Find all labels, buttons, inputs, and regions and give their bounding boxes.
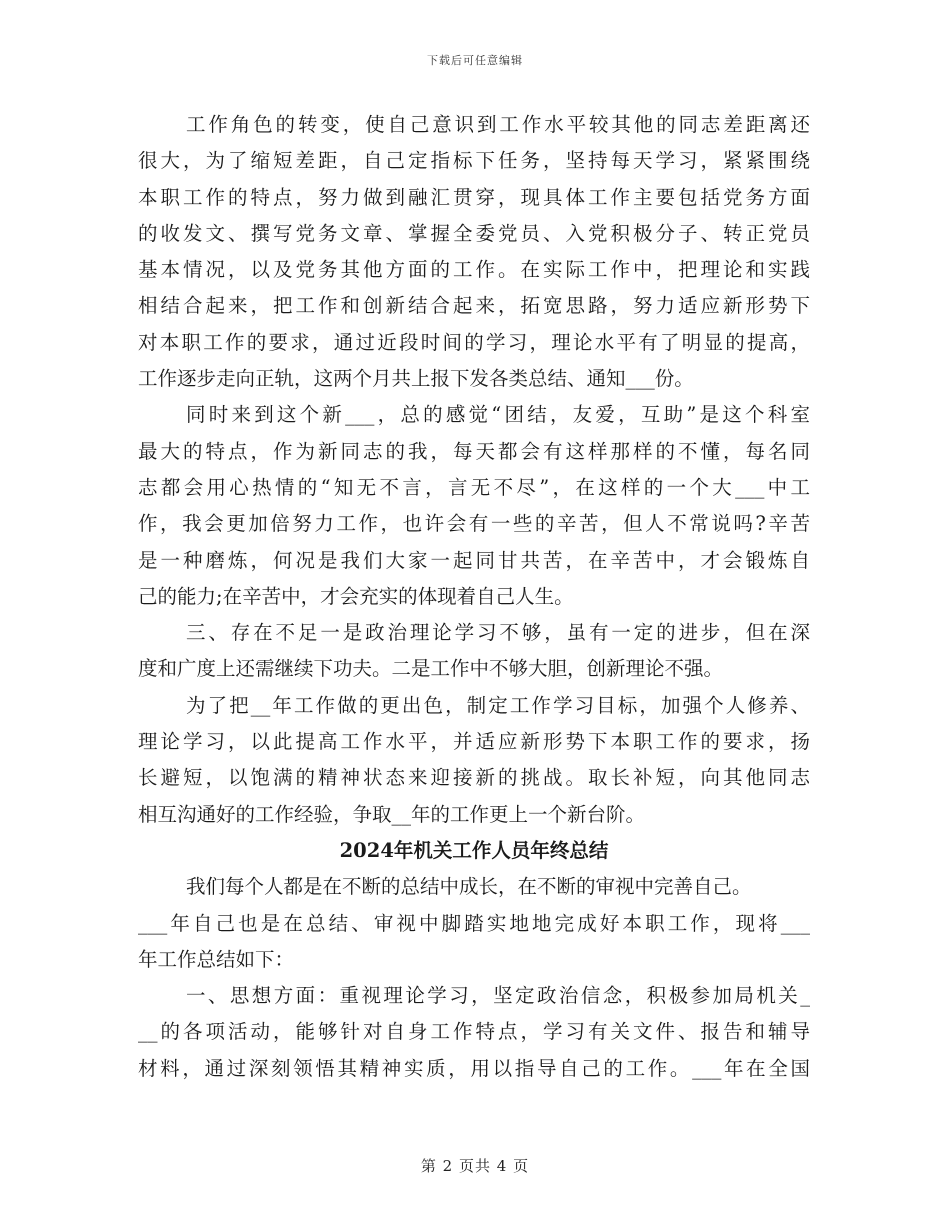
section-heading: 2024年机关工作人员年终总结: [339, 838, 609, 862]
paragraph-line: 相结合起来，把工作和创新结合起来，拓宽思路，努力适应新形势下: [138, 294, 810, 318]
paragraph-line: 材料，通过深刻领悟其精神实质，用以指导自己的工作。___年在全国: [138, 1056, 810, 1080]
paragraph-line: 长避短，以饱满的精神状态来迎接新的挑战。取长补短，向其他同志: [138, 766, 810, 790]
paragraph-line: ___年自己也是在总结、审视中脚踏实地地完成好本职工作，现将___: [138, 911, 810, 935]
document-body: [138, 107, 810, 1087]
paragraph-line: 作，我会更加倍努力工作，也许会有一些的辛苦，但人不常说吗?辛苦: [138, 512, 810, 536]
paragraph-line: 很大，为了缩短差距，自己定指标下任务，坚持每天学习，紧紧围绕: [138, 149, 810, 173]
paragraph-line: 最大的特点，作为新同志的我，每天都会有这样那样的不懂，每名同: [138, 439, 810, 463]
page-number: 第 2 页共 4 页: [420, 1157, 530, 1175]
page-header-note: 下载后可任意编辑: [427, 54, 523, 67]
paragraph-line: 一、思想方面：重视理论学习，坚定政治信念，积极参加局机关_: [186, 984, 810, 1008]
paragraph-line: 我们每个人都是在不断的总结中成长，在不断的审视中完善自己。: [186, 875, 752, 899]
paragraph-line: 理论学习，以此提高工作水平，并适应新形势下本职工作的要求，扬: [138, 730, 810, 754]
paragraph-line: 同时来到这个新___，总的感觉“团结，友爱，互助”是这个科室: [186, 403, 810, 427]
paragraph-line: 为了把__年工作做的更出色，制定工作学习目标，加强个人修养、: [186, 693, 810, 717]
paragraph-line: 三、存在不足一是政治理论学习不够，虽有一定的进步，但在深: [186, 621, 810, 645]
paragraph-line: 度和广度上还需继续下功夫。二是工作中不够大胆，创新理论不强。: [138, 657, 724, 681]
paragraph-line: __的各项活动，能够针对自身工作特点，学习有关文件、报告和辅导: [138, 1020, 810, 1044]
paragraph-line: 工作角色的转变，使自己意识到工作水平较其他的同志差距离还: [186, 113, 810, 136]
paragraph-line: 本职工作的特点，努力做到融汇贯穿，现具体工作主要包括党务方面: [138, 185, 810, 209]
paragraph-line: 己的能力;在辛苦中，才会充实的体现着自己人生。: [138, 584, 574, 608]
paragraph-line: 是一种磨炼，何况是我们大家一起同甘共苦，在辛苦中，才会锻炼自: [138, 548, 810, 572]
paragraph-line: 的收发文、撰写党务文章、掌握全委党员、入党积极分子、转正党员: [138, 221, 810, 245]
paragraph-line: 相互沟通好的工作经验，争取__年的工作更上一个新台阶。: [138, 802, 646, 826]
paragraph-line: 基本情况，以及党务其他方面的工作。在实际工作中，把理论和实践: [138, 258, 810, 282]
paragraph-line: 对本职工作的要求，通过近段时间的学习，理论水平有了明显的提高，: [138, 330, 810, 354]
paragraph-line: 工作逐步走向正轨，这两个月共上报下发各类总结、通知___份。: [138, 367, 694, 391]
paragraph-line: 志都会用心热情的“知无不言，言无不尽”，在这样的一个大___中工: [138, 475, 810, 499]
paragraph-line: 年工作总结如下：: [138, 947, 295, 971]
